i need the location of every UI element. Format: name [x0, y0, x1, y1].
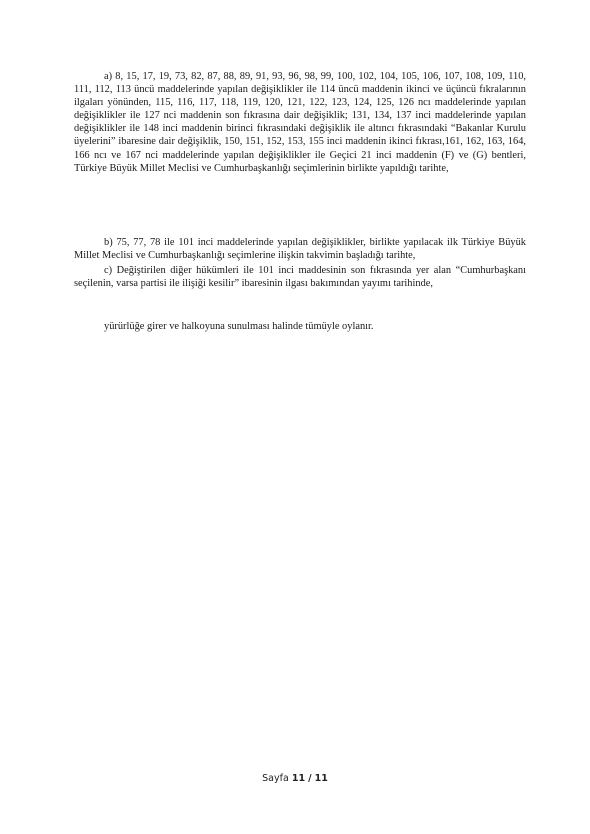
paragraph-b-text: b) 75, 77, 78 ile 101 inci maddelerinde yapılan değişiklikler, birlikte yapılacak ilk Türkiye Büyük Millet Meclisi ve Cumhurbaşkanlığı seçimlerine ilişkin takvimin başladığı tarihte,	[74, 237, 526, 262]
page-separator: /	[308, 773, 312, 784]
page-footer	[0, 773, 590, 784]
paragraph-b	[74, 236, 526, 262]
total-page-count: 11	[314, 773, 328, 784]
paragraph-a	[74, 70, 526, 175]
paragraph-a-text: a) 8, 15, 17, 19, 73, 82, 87, 88, 89, 91, 93, 96, 98, 99, 100, 102, 104, 105, 106, 107, 108, 109, 110, 111, 112, 113 üncü maddelerinde yapılan değişiklikler ile 114 üncü maddenin ikinci ve üçüncü fıkralarının ilgaları yönünden, 115, 116, 117, 118, 119, 120, 121, 122, 123, 124, 125, 126 ncı maddelerinde yapılan değişiklikler ile 127 nci maddenin son fıkrasına dair değişiklik; 131, 134, 137 inci maddelerinde yapılan değişiklikler ile 148 inci maddenin birinci fıkrasındaki değişiklik ile altıncı fıkrasındaki “Bakanlar Kurulu üyelerini” ibaresine dair değişiklik, 150, 151, 152, 153, 155 inci maddenin ikinci fıkrası,161, 162, 163, 164, 166 ncı ve 167 nci maddelerinde yapılan değişiklikler ile Geçici 21 inci maddenin (F) ve (G) bentleri, Türkiye Büyük Millet Meclisi ve Cumhurbaşkanlığı seçimlerinin birlikte yapıldığı tarihte,	[74, 71, 526, 174]
closing-paragraph-text: yürürlüğe girer ve halkoyuna sunulması halinde tümüyle oylanır.	[104, 321, 374, 332]
page-label: Sayfa	[262, 773, 289, 784]
paragraph-c	[74, 264, 526, 290]
current-page-number: 11	[291, 773, 306, 784]
paragraph-c-text: c) Değiştirilen diğer hükümleri ile 101 inci maddesinin son fıkrasında yer alan “Cumhurbaşkanı seçilenin, varsa partisi ile ilişiği kesilir” ibaresinin ilgası bakımından yayımı tarihinde,	[74, 265, 526, 290]
closing-paragraph	[104, 320, 524, 333]
